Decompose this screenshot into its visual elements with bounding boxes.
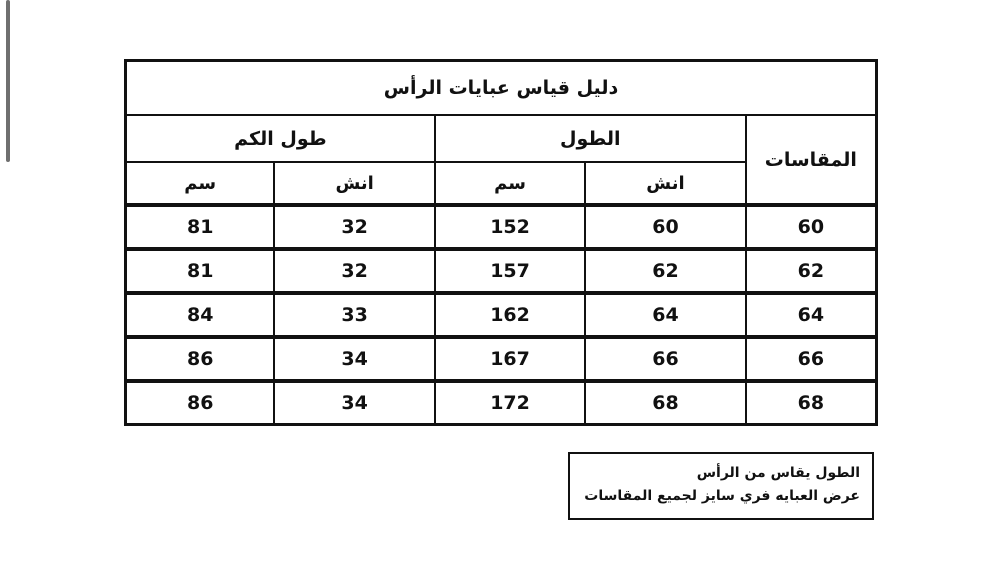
cell-length-inch: 64 — [585, 293, 745, 337]
cell-sleeve-cm: 84 — [126, 293, 275, 337]
header-sleeve-inch: انش — [274, 162, 434, 205]
table-row — [126, 249, 877, 293]
cell-size: 66 — [746, 337, 877, 381]
cell-length-inch: 62 — [585, 249, 745, 293]
cell-length-cm: 172 — [435, 381, 585, 425]
cell-length-cm: 167 — [435, 337, 585, 381]
table-row — [126, 205, 877, 249]
cell-length-cm: 157 — [435, 249, 585, 293]
header-sleeve-cm: سم — [126, 162, 275, 205]
cell-sleeve-cm: 81 — [126, 249, 275, 293]
cell-sleeve-cm: 81 — [126, 205, 275, 249]
cell-sleeve-inch: 33 — [274, 293, 434, 337]
cell-length-inch: 60 — [585, 205, 745, 249]
cell-size: 68 — [746, 381, 877, 425]
note-line-1: الطول يقاس من الرأس — [696, 465, 860, 481]
cell-sleeve-inch: 34 — [274, 337, 434, 381]
table-row — [126, 337, 877, 381]
note-line-2: عرض العبايه فري سايز لجميع المقاسات — [584, 488, 860, 504]
table-title: دليل قياس عبايات الرأس — [126, 61, 877, 116]
cell-sleeve-inch: 32 — [274, 249, 434, 293]
cell-length-inch: 68 — [585, 381, 745, 425]
cell-size: 64 — [746, 293, 877, 337]
table-row — [126, 381, 877, 425]
cell-length-cm: 152 — [435, 205, 585, 249]
cell-sleeve-inch: 34 — [274, 381, 434, 425]
cell-sleeve-cm: 86 — [126, 381, 275, 425]
header-length: الطول — [435, 115, 746, 162]
header-length-inch: انش — [585, 162, 745, 205]
size-guide-table — [124, 59, 878, 426]
cell-length-inch: 66 — [585, 337, 745, 381]
header-length-cm: سم — [435, 162, 585, 205]
notes-box — [568, 452, 874, 520]
header-sleeve-length: طول الكم — [126, 115, 435, 162]
cell-sleeve-cm: 86 — [126, 337, 275, 381]
cell-size: 60 — [746, 205, 877, 249]
cell-sleeve-inch: 32 — [274, 205, 434, 249]
cell-length-cm: 162 — [435, 293, 585, 337]
scroll-indicator — [6, 0, 10, 162]
table-row — [126, 293, 877, 337]
header-sizes: المقاسات — [746, 115, 877, 205]
cell-size: 62 — [746, 249, 877, 293]
